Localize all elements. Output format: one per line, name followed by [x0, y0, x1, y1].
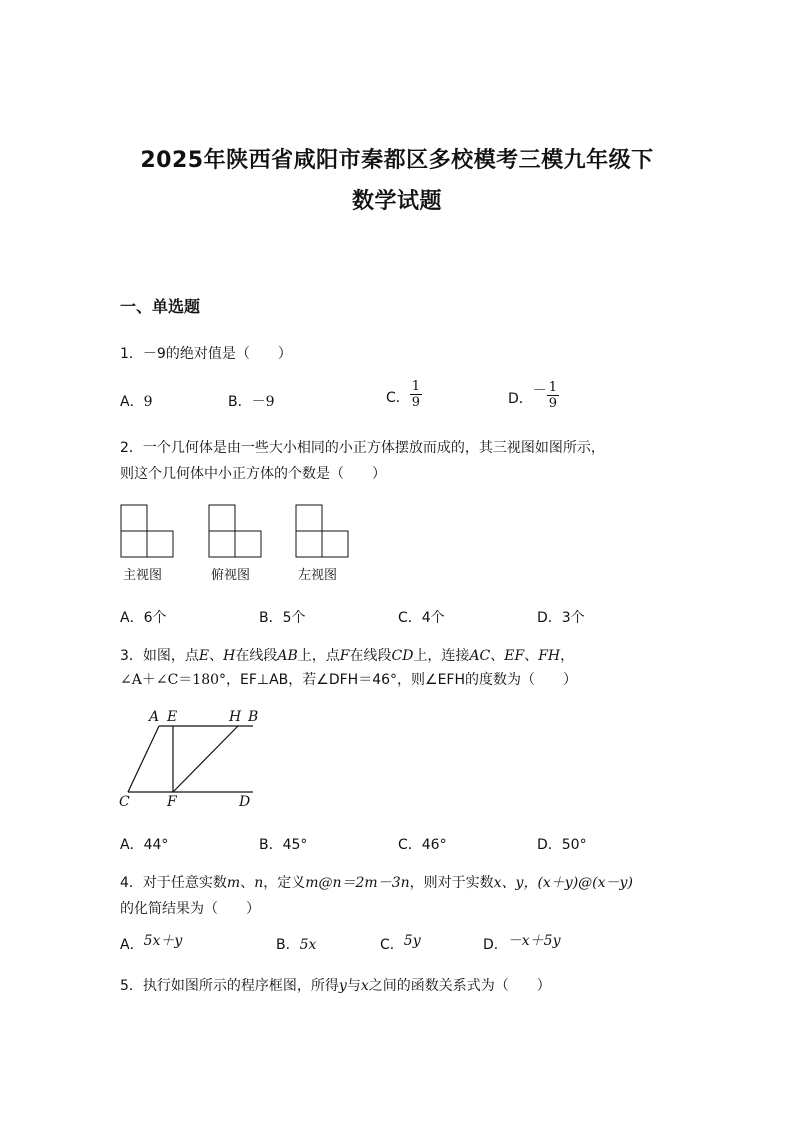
q4-definition: m@n＝2m－3n: [305, 875, 410, 891]
q5-var-y: y: [338, 978, 347, 994]
q4-option-d-value: －x＋5y: [507, 933, 561, 949]
label-c: C: [119, 794, 130, 810]
q4-vars-xy: x、y: [493, 875, 524, 891]
doc-title-line1: 2025年陕西省咸阳市秦都区多校模考三模九年级下: [140, 148, 654, 173]
top-view-label: 俯视图: [211, 568, 251, 583]
q3-point-h: H: [223, 648, 236, 664]
q5-text: 之间的函数关系式为（ ）: [368, 978, 551, 994]
q1-option-c-denominator: 9: [411, 395, 421, 410]
q3-text: 、: [209, 648, 224, 664]
q4-var-n: n: [254, 875, 264, 891]
q3-option-a: A．44°: [120, 837, 169, 853]
q3-text: ，: [560, 648, 575, 664]
q1-option-c-numerator: 1: [411, 379, 421, 394]
q4-option-d: [483, 934, 561, 954]
q3-text: 上，点: [297, 648, 340, 664]
q4-option-c-label: C．: [380, 937, 404, 953]
q2-option-a: A．6个: [120, 610, 167, 626]
q1-option-b: [228, 391, 275, 411]
q5-text: 与: [346, 978, 361, 994]
q1-option-d-denominator: 9: [548, 396, 558, 411]
q5-text: 5．执行如图所示的程序框图，所得: [120, 978, 339, 994]
segment-fh: [173, 726, 238, 792]
q3-segment-ef: EF: [504, 648, 525, 664]
q2-option-c: C．4个: [398, 610, 445, 626]
q4-stem-line1: [120, 872, 633, 892]
label-b: B: [248, 709, 259, 725]
front-view-label: 主视图: [123, 568, 163, 583]
q4-text: 4．对于任意实数: [120, 875, 227, 891]
label-f: F: [167, 794, 177, 810]
q4-var-m: m: [226, 875, 241, 891]
q3-text: 、: [524, 648, 539, 664]
doc-title-line2: 数学试题: [351, 189, 442, 214]
q5-var-x: x: [360, 978, 369, 994]
q4-option-b: [276, 934, 316, 954]
q3-segment-ac: AC: [469, 648, 491, 664]
q4-option-c-value: 5y: [403, 933, 421, 949]
q3-option-d: D．50°: [537, 837, 587, 853]
q4-option-a-label: A．: [120, 937, 144, 953]
q1-option-c-label: C．: [386, 390, 410, 406]
q3-text: 在线段: [349, 648, 392, 664]
q1-option-d-sign: －: [532, 383, 547, 399]
q3-option-c: C．46°: [398, 837, 447, 853]
q1-option-b-label: B．: [228, 394, 252, 410]
q5-stem: [120, 975, 551, 995]
q4-stem-line2: 的化简结果为（ ）: [120, 901, 260, 917]
q1-option-d-fraction: [547, 381, 559, 410]
q4-option-b-value: 5x: [299, 937, 317, 953]
q2-option-b: B．5个: [259, 610, 306, 626]
q2-option-d: D．3个: [537, 610, 585, 626]
q2-three-views-figure: [115, 500, 360, 560]
q3-text: EF⊥AB，若∠DFH＝46°，则∠EFH的度数为（ ）: [240, 672, 577, 688]
q4-option-b-label: B．: [276, 937, 300, 953]
q3-text: 在线段: [235, 648, 278, 664]
q4-option-c: [380, 934, 421, 954]
segment-ac: [128, 726, 159, 792]
q1-stem: 1．－9的绝对值是（ ）: [120, 346, 292, 362]
q4-option-a-value: 5x＋y: [143, 933, 183, 949]
q3-text: 3．如图，点: [120, 648, 199, 664]
q3-segment-fh: FH: [538, 648, 561, 664]
q2-stem-line2: 则这个几何体中小正方体的个数是（ ）: [120, 466, 386, 482]
q3-angle-condition: ∠A＋∠C＝180°，: [120, 672, 241, 688]
q1-option-a: [120, 391, 153, 411]
label-a: A: [149, 709, 160, 725]
q1-option-d-numerator: 1: [548, 380, 558, 395]
q3-point-f: F: [339, 648, 350, 664]
q1-option-c-fraction: [410, 380, 422, 409]
q3-geometry-figure: [115, 706, 265, 810]
q3-text: 、: [490, 648, 505, 664]
q1-option-c: [386, 380, 422, 409]
q3-stem-line1: [120, 645, 574, 665]
section-heading: 一、单选题: [120, 297, 201, 316]
q2-stem-line1: 2．一个几何体是由一些大小相同的小正方体摆放而成的，其三视图如图所示，: [120, 440, 605, 456]
q3-stem-line2: [120, 669, 577, 689]
top-view-grid: [209, 505, 261, 557]
q1-option-a-label: A．: [120, 394, 144, 410]
q4-text: ，则对于实数: [409, 875, 494, 891]
q4-expression: ，(x＋y)@(x－y): [523, 875, 633, 891]
label-h: H: [229, 709, 242, 725]
q4-option-d-label: D．: [483, 937, 508, 953]
q1-option-d: [508, 380, 559, 410]
left-view-label: 左视图: [298, 568, 338, 583]
q3-option-b: B．45°: [259, 837, 308, 853]
q1-option-d-label: D．: [508, 391, 533, 407]
q3-segment-cd: CD: [391, 648, 414, 664]
q4-text: ，定义: [263, 875, 306, 891]
label-e: E: [167, 709, 178, 725]
q3-segment-ab: AB: [277, 648, 298, 664]
left-view-grid: [296, 505, 348, 557]
q4-option-a: [120, 934, 182, 954]
q1-option-b-value: －9: [251, 394, 275, 410]
front-view-grid: [121, 505, 173, 557]
q3-text: 上，连接: [413, 648, 470, 664]
q4-text: 、: [240, 875, 255, 891]
label-d: D: [239, 794, 251, 810]
q3-point-e: E: [198, 648, 210, 664]
q1-option-a-value: 9: [143, 394, 153, 410]
